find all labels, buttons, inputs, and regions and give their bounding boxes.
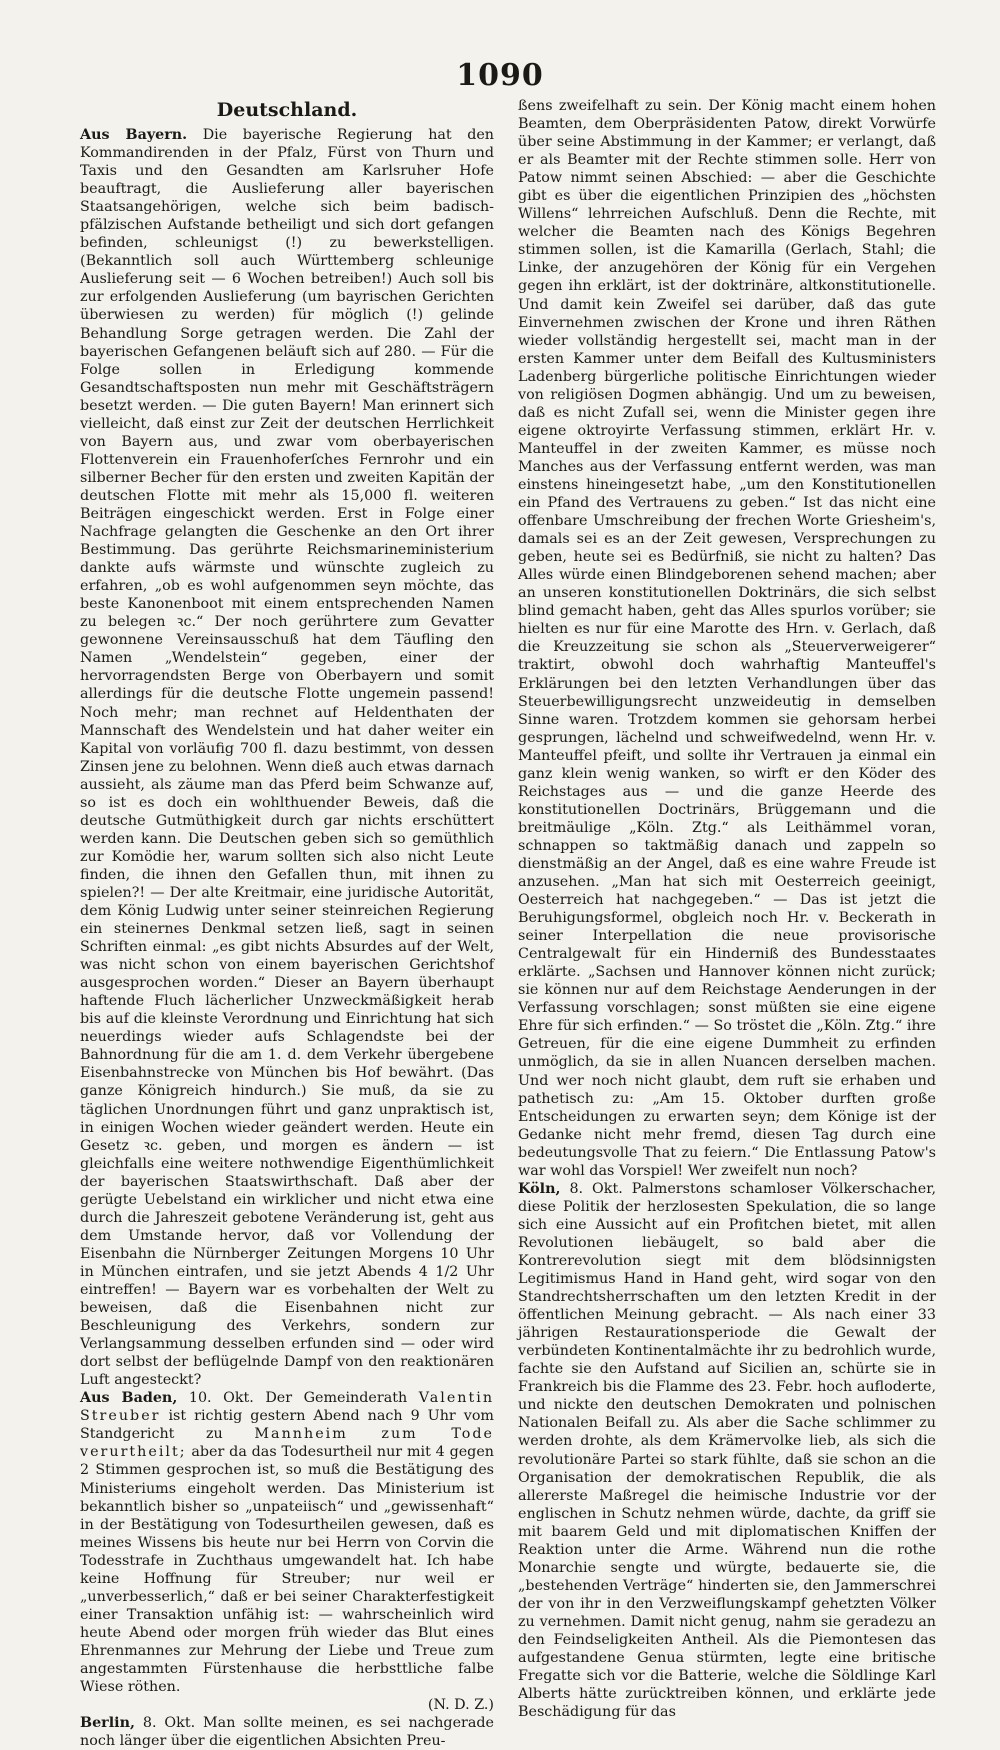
article-baden-text-a: Der Gemeinderath [265,1390,408,1407]
dateline-baden-date: 10. Okt. [188,1390,254,1407]
article-baden-spaced-sentence: Mannheim zum Tode verurtheilt; [80,1426,494,1461]
dateline-koeln-date: 8. Okt. [569,1180,623,1197]
article-bayern [80,126,494,1389]
article-baden-spaced-name: Valentin Streuber [80,1390,495,1425]
article-bayern-text: Die bayerische Regierung hat den Kommandirenden in der Pfalz, Fürst von Thurn und Taxis und den Gesandten am Karlsruher Hofe beauftragt, die Auslieferung aller bayerischen Staatsangehörigen, welche sich beim badisch-pfälzischen Aufstande betheiligt und sich dort gefangen befinden, schleunigst (!) zu bewerkstelligen. (Bekanntlich soll auch Württemberg schleunige Auslieferung seit — 6 Wochen betreiben!) Auch soll bis zur erfolgenden Auslieferung (um bayrischen Gerichten überwiesen zu werden) für möglich (!) gelinde Behandlung Sorge getragen werden. Die Zahl der bayerischen Gefangenen beläuft sich auf 280. — Für die Folge sollen in Erledigung kommende Gesandtschaftsposten nun mehr mit Geschäftsträgern besetzt werden. — Die guten Bayern! Man erinnert sich vielleicht, daß einst zur Zeit der deutschen Herrlichkeit von Bayern aus, und zwar vom oberbayerischen Flottenverein ein Frauenhoferſches Fernrohr und ein silberner Becher für den ersten und zweiten Kapitän der deutschen Flotte mit mehr als 15,000 fl. weiteren Beiträgen eingeschickt werden. Erst in Folge einer Nachfrage gelangten die Geschenke an den Ort ihrer Bestimmung. Das gerührte Reichsmarineministerium dankte aufs wärmste und wünschte zugleich zu erfahren, „ob es wohl aufgenommen seyn möchte, das beste Kanonenboot mit einem entsprechenden Namen zu belegen ꝛc.“ Der noch gerührtere zum Gevatter gewonnene Vereinsausschuß hat dem Täufling den Namen „Wendelstein“ gegeben, einer der hervorragendsten Berge von Oberbayern und somit allerdings für die deutsche Flotte ungemein passend! Noch mehr; man rechnet auf Heldenthaten der Mannschaft des Wendelstein und hat daher weiter ein Kapital von vorläufig 700 fl. dazu bestimmt, von dessen Zinsen jene zu belohnen. Wenn dieß auch etwas darnach aussieht, als zäume man das Pferd beim Schwanze auf, so ist es doch ein wohlthuender Beweis, daß die deutsche Gutmüthigkeit durch gar nichts erschüttert werden kann. Die Deutschen geben sich so gemüthlich zur Komödie her, warum sollten sich also nicht Leute finden, die ihnen den Gefallen thun, mit ihnen zu spielen?! — Der alte Kreitmair, eine juridische Autorität, dem König Ludwig unter seiner steinreichen Regierung ein steinernes Denkmal setzen ließ, sagt in seinen Schriften einmal: „es gibt nichts Absurdes auf der Welt, was nicht schon von einem bayerischen Gerichtshof ausgesprochen worden.“ Dieser an Bayern überhaupt haftende Fluch lächerlicher Unzweckmäßigkeit herab bis auf die kleinste Verordnung und Einrichtung hat sich neuerdings wieder aufs Schlagendste bei der Bahnordnung für die am 1. d. dem Verkehr übergebene Eisenbahnstrecke von München bis Hof bewährt. (Das ganze Königreich hindurch.) Sie muß, da sie zu täglichen Unordnungen führt und ganz unpraktisch ist, in einigen Wochen wieder geändert werden. Heute ein Gesetz ꝛc. geben, und morgen es ändern — ist gleichfalls eine weitere nothwendige Eigenthümlichkeit der bayerischen Staatswirthschaft. Daß aber der gerügte Uebelstand ein wirklicher und nicht etwa eine durch die Jahreszeit gebotene Veränderung ist, geht aus dem Umstande hervor, daß vor Vollendung der Eisenbahn die Nürnberger Zeitungen Morgens 10 Uhr in München eintrafen, und sie jetzt Abends 4 1/2 Uhr eintreffen! — Bayern war es vorbehalten der Welt zu beweisen, daß die Eisenbahnen nicht zur Beschleunigung des Verkehrs, sondern zur Verlangsammung desselben erfunden sind — oder wird dort selbst der beflügelnde Dampf von den reaktionären Luft angesteckt? [80,127,495,1389]
dateline-koeln: Köln, [518,1180,561,1197]
article-koeln [518,1180,936,1721]
dateline-baden: Aus Baden, [80,1390,178,1407]
page-number: 1090 [456,58,544,93]
article-baden [80,1389,494,1696]
article-baden-source: (N. D. Z.) [427,1697,494,1714]
article-baden-text-c: aber da das Todesurtheil nur mit 4 gegen 2 Stimmen gesprochen ist, so muß die Bestätigung des Ministeriums eingeholt werden. Das Ministerium ist bekanntlich bisher so „unpateiisch“ und „gewissenhaft“ in der Bestätigung von Todesurtheilen gewesen, daß es meines Wissens bis heute nur bei Herrn von Corvin die Todesstrafe in Zuchthaus umgewandelt hat. Ich habe keine Hoffnung für Streuber; nur weil er „unverbesserlich,“ daß er bei seiner Charakterfestigkeit einer Transaktion unfähig ist: — wahrscheinlich wird heute Abend oder morgen früh wieder das Blut eines Ehrenmannes zur Mehrung der Liebe und Treue zum angestammten Fürstenhause die herbsttliche falbe Wiese röthen. [80,1444,494,1696]
section-heading: Deutschland. [216,99,358,121]
article-berlin [80,1714,494,1750]
left-column [80,96,495,1750]
article-berlin-text: Man sollte meinen, es sei nachgerade noch länger über die eigentlichen Absichten Preu- [80,1715,494,1750]
right-column [518,97,936,1721]
article-koeln-text: Palmerstons schamloser Völkerschacher, diese Politik der herzlosesten Spekulation, die so lange sich eine Aussicht auf ein Profitchen bietet, mit allen Revolutionen liebäugelt, so bald aber die Kontrerevolution siegt mit dem blödsinnigsten Legitimismus Hand in Hand geht, wird sogar von den Standrechtsherrschaften um den letzten Kredit in der öffentlichen Meinung gebracht. — Als nach einer 33 jährigen Restaurationsperiode die Gewalt der verbündeten Kontinentalmächte ihr zu bedrohlich wurde, fachte sie den Aufstand auf Sicilien an, schürte sie in Frankreich bis die Flamme des 23. Febr. hoch aufloderte, und nickte den deutschen Demokraten und polnischen Nationalen Beifall zu. Als aber die Sache schlimmer zu werden drohte, als dem Krämervolke lieb, als sich die revolutionäre Partei so stark fühlte, daß sie schon an die Organisation der demokratischen Republik, die als allererste Maßregel die heimische Industrie vor der englischen in Schutz nehmen würde, dachte, da griff sie mit baarem Geld und mit diplomatischen Kniffen der Reaktion unter die Arme. Während nun die rothe Monarchie sengte und würgte, bedauerte sie, die „bestehenden Verträge“ hinderten sie, den Jammerschrei der von ihr in den Verzweiflungskampf gehetzten Völker zu vernehmen. Damit nicht genug, nahm sie geradezu an den Feindseligkeiten Antheil. Als die Piemontesen das aufgestandene Genua stürmten, legte eine britische Fregatte sich vor die Batterie, welche die Söldlinge Karl Alberts hätte zurücktreiben können, und erklärte jede Beschädigung für das [518,1180,936,1721]
dateline-berlin-date: 8. Okt. [142,1715,196,1732]
article-baden-text-b: ist richtig gestern Abend nach 9 Uhr vom Standgericht zu [80,1408,494,1443]
article-berlin-continued: ßens zweifelhaft zu sein. Der König macht einem hohen Beamten, dem Oberpräsidenten Patow, direkt Vorwürfe über seine Abstimmung in der Kammer; er verlangt, daß er als Beamter mit der Rechte stimmen solle. Herr von Patow nimmt seinen Abschied: — aber die Geschichte gibt es über die eigentlichen Prinzipien des „höchsten Willens“ lehrreichen Aufschluß. Denn die Rechte, mit welcher die Beamten nach des Königs Begehren stimmen sollen, ist die Kamarilla (Gerlach, Stahl; die Linke, der anzugehören der König für ein Vergehen gegen ihn erklärt, ist der doktrinäre, altkonstitutionelle. Und damit kein Zweifel sei darüber, daß das gute Einvernehmen zwischen der Krone und ihren Räthen wieder vollständig hergestellt sei, macht man in der ersten Kammer unter dem Beifall des Kultusministers Ladenberg bürgerliche politische Einrichtungen wieder von religiösen Dogmen abhängig. Und um zu beweisen, daß es nicht Zufall sei, wenn die Minister gegen ihre eigene oktroyirte Verfassung stimmen, erklärt Hr. v. Manteuffel in der zweiten Kammer, es müsse noch Manches aus der Verfassung entfernt werden, was man einstens hineingesetzt habe, „um den Konstitutionellen ein Pfand des Vertrauens zu geben.“ Ist das nicht eine offenbare Umschreibung der frechen Worte Griesheim's, damals sei es an der Zeit gewesen, Versprechungen zu geben, heute sei es Bedürfniß, sie nicht zu halten? Das Alles würde einen Blindgeborenen sehend machen; aber an unseren konstitutionellen Doktrinärs, die sich selbst blind gemacht haben, geht das Alles spurlos vorüber; sie hielten es nur für eine Marotte des Hrn. v. Gerlach, daß die Kreuzzeitung sie schon als „Steuerverweigerer“ traktirt, obwohl doch wahrhaftig Manteuffel's Erklärungen bei den letzten Verhandlungen über das Steuerbewilligungsrecht unzweideutig in demselben Sinne waren. Trotzdem kommen sie gehorsam herbei gesprungen, lächelnd und schweifwedelnd, wenn Hr. v. Manteuffel pfeift, und sollte ihr Vertrauen ja einmal ein ganz klein wenig wanken, so wirft er den Köder des Reichstages aus — und die ganze Heerde des konstitutionellen Doctrinärs, Brüggemann und die breitmäulige „Köln. Ztg.“ als Leithämmel voran, schnappen so taktmäßig danach und zappeln so dienstmäßig an der Angel, daß es eine wahre Freude ist anzusehen. „Man hat sich mit Oesterreich geeinigt, Oesterreich hat nachgegeben.“ — Das ist jetzt die Beruhigungsformel, obgleich noch Hr. v. Beckerath in seiner Interpellation die neue provisorische Centralgewalt für ein Hinderniß des Bundesstaates erklärte. „Sachsen und Hannover können nicht zurück; sie können nur auf dem Reichstage Aenderungen in der Verfassung vorschlagen; sonst müßten sie eine eigene Ehre für sich erfinden.“ — So tröstet die „Köln. Ztg.“ ihre Getreuen, für die eine eigene Dummheit zu erfinden unmöglich, da sie in allen Nuancen derselben machen. Und wer noch nicht glaubt, dem ruft sie erhaben und pathetisch zu: „Am 15. Oktober durften große Entscheidungen zu erwarten seyn; dem Könige ist der Gedanke nicht mehr fremd, diesen Tag durch eine bedeutungsvolle That zu feiern.“ Die Entlassung Patow's war wohl das Vorspiel! Wer zweifelt nun noch? [518,98,936,1179]
dateline-bayern: Aus Bayern. [80,127,188,143]
dateline-berlin: Berlin, [80,1715,135,1732]
